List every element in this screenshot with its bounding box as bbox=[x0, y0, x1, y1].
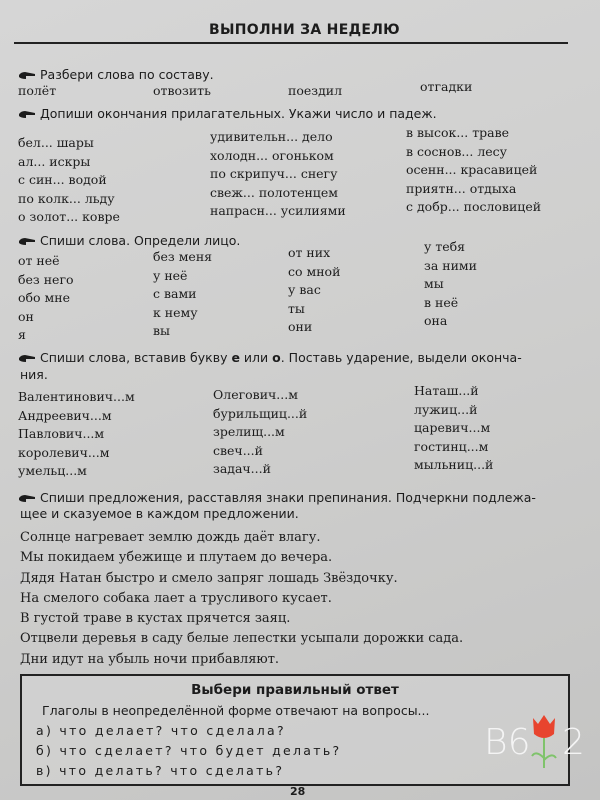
task4-column bbox=[213, 386, 307, 479]
answer-option-c[interactable]: в) что делать? что сделать? bbox=[36, 763, 285, 778]
word: осенн... красавицей bbox=[406, 162, 538, 178]
word: без меня bbox=[153, 249, 213, 264]
pointing-hand-icon bbox=[18, 71, 36, 80]
task4-instruction-line2: ния. bbox=[20, 367, 48, 382]
word: отвозить bbox=[153, 83, 211, 98]
word: к нему bbox=[153, 304, 198, 320]
task5-instruction-line1: Спиши предложения, расставляя знаки препинания. Подчеркни подлежа- bbox=[40, 490, 536, 505]
word: напрасн... усилиями bbox=[210, 203, 346, 219]
word: бел... шары bbox=[18, 135, 94, 150]
task4-instruction-line bbox=[18, 349, 522, 366]
word: свеж... полотенцем bbox=[210, 184, 338, 200]
task4-column bbox=[18, 388, 135, 481]
sentence: Отцвели деревья в саду белые лепестки усыпали дорожки сада. bbox=[20, 631, 464, 647]
word: о золот... ковре bbox=[18, 209, 120, 225]
word: у вас bbox=[288, 282, 321, 298]
task2-instruction-line bbox=[18, 105, 437, 122]
task4-instruction-after: . Поставь ударение, выдели оконча- bbox=[280, 350, 522, 365]
word: за ними bbox=[424, 257, 477, 273]
word: умельц...м bbox=[18, 463, 87, 479]
word: я bbox=[18, 327, 26, 343]
pointing-hand-icon bbox=[18, 494, 36, 503]
sentence: Дядя Натан быстро и смело запряг лошадь Звёздочку. bbox=[20, 570, 398, 586]
task5-instruction-line2: щее и сказуемое в каждом предложении. bbox=[20, 506, 299, 521]
word: со мной bbox=[288, 263, 341, 279]
word: от них bbox=[288, 245, 331, 260]
word: в высок... траве bbox=[406, 125, 510, 140]
task2-column bbox=[18, 134, 120, 227]
task3-instruction: Спиши слова. Определи лицо. bbox=[40, 233, 241, 248]
task1-word-row bbox=[18, 79, 578, 102]
task2-word-grid bbox=[18, 124, 588, 225]
word: вы bbox=[153, 323, 170, 339]
word: Валентинович...м bbox=[18, 389, 135, 404]
task4-column bbox=[414, 382, 493, 475]
word: без него bbox=[18, 271, 74, 287]
task4-instruction-before: Спиши слова, вставив букву bbox=[40, 350, 232, 365]
tulip-icon bbox=[528, 712, 560, 774]
word: с син... водой bbox=[18, 172, 107, 188]
watermark-left-text: B6 bbox=[484, 722, 531, 763]
word: в неё bbox=[424, 294, 459, 310]
task3-column bbox=[18, 252, 74, 345]
pointing-hand-icon bbox=[18, 110, 36, 119]
word: зрелищ...м bbox=[213, 424, 285, 440]
word: полёт bbox=[18, 83, 57, 98]
answer-box-question: Глаголы в неопределённой форме отвечают на вопросы... bbox=[42, 703, 430, 718]
sentence: Солнце нагревает землю дождь даёт влагу. bbox=[20, 530, 321, 545]
word: по скрипуч... снегу bbox=[210, 166, 338, 182]
word: удивительн... дело bbox=[210, 129, 333, 144]
word: Наташ...й bbox=[414, 383, 479, 398]
letter-o: о bbox=[272, 350, 281, 365]
task4-word-grid bbox=[18, 383, 588, 486]
word: она bbox=[424, 313, 448, 329]
pointing-hand-icon bbox=[18, 354, 36, 363]
page-header bbox=[14, 20, 568, 44]
word: царевич...м bbox=[414, 420, 491, 436]
word: обо мне bbox=[18, 290, 71, 306]
task2-column bbox=[210, 128, 346, 221]
word: он bbox=[18, 308, 34, 324]
word: с добр... пословицей bbox=[406, 199, 542, 215]
task1-instruction: Разбери слова по составу. bbox=[40, 67, 214, 82]
word: отгадки bbox=[420, 79, 473, 94]
sentence: В густой траве в кустах прячется заяц. bbox=[20, 611, 291, 627]
word: королевич...м bbox=[18, 444, 110, 460]
word: в соснов... лесу bbox=[406, 143, 508, 159]
word: Павлович...м bbox=[18, 426, 105, 442]
word: приятн... отдыха bbox=[406, 180, 517, 196]
word: бурильщиц...й bbox=[213, 405, 308, 421]
answer-option-a[interactable]: а) что делает? что сделала? bbox=[36, 723, 286, 738]
word: мы bbox=[424, 276, 444, 292]
page-title: ВЫПОЛНИ ЗА НЕДЕЛЮ bbox=[209, 22, 400, 38]
task2-column bbox=[406, 124, 541, 217]
task3-column bbox=[424, 238, 477, 331]
letter-e: е bbox=[231, 350, 240, 365]
sentence: На смелого собака лает а трусливого кусает. bbox=[20, 590, 332, 606]
word: Андреевич...м bbox=[18, 407, 112, 423]
pointing-hand-icon bbox=[18, 237, 36, 246]
task4-instruction-mid: или bbox=[239, 350, 273, 365]
answer-option-b[interactable]: б) что сделает? что будет делать? bbox=[36, 743, 342, 758]
task3-column bbox=[288, 244, 340, 337]
page-number: 28 bbox=[290, 785, 306, 798]
word: ты bbox=[288, 300, 305, 316]
watermark-logo bbox=[484, 712, 584, 782]
word: мыльниц...й bbox=[414, 457, 494, 473]
word: они bbox=[288, 319, 313, 335]
word: ал... искры bbox=[18, 153, 91, 169]
word: свеч...й bbox=[213, 442, 263, 458]
task3-instruction-line bbox=[18, 232, 240, 249]
word: гостинц...м bbox=[414, 438, 489, 454]
task2-instruction: Допиши окончания прилагательных. Укажи число и падеж. bbox=[40, 106, 437, 121]
word: поездил bbox=[288, 83, 343, 98]
word: лужиц...й bbox=[414, 401, 478, 417]
word: по колк... льду bbox=[18, 190, 115, 206]
task5-sentence-list bbox=[20, 528, 463, 670]
sentence: Мы покидаем убежище и плутаем до вечера. bbox=[20, 550, 333, 566]
word: у неё bbox=[153, 267, 188, 283]
answer-box-title: Выбери правильный ответ bbox=[191, 682, 399, 698]
task5-instruction-line bbox=[18, 489, 536, 506]
task1-instruction-line bbox=[18, 66, 214, 83]
word: у тебя bbox=[424, 239, 466, 254]
word: Олегович...м bbox=[213, 387, 298, 402]
task3-column bbox=[153, 248, 212, 341]
word: задач...й bbox=[213, 461, 271, 477]
sentence: Дни идут на убыль ночи прибавляют. bbox=[20, 651, 280, 667]
watermark-right-text: 2 bbox=[562, 722, 585, 763]
word: от неё bbox=[18, 253, 60, 268]
word: с вами bbox=[153, 286, 197, 302]
word: холодн... огоньком bbox=[210, 147, 334, 163]
